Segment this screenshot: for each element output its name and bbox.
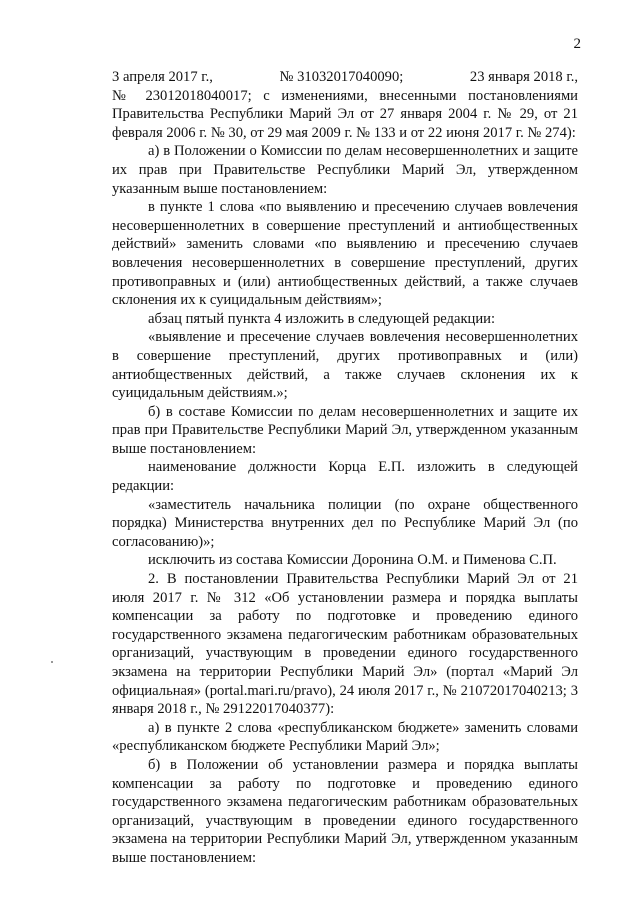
paragraph-4: абзац пятый пункта 4 изложить в следующей редакции: [148,310,496,327]
paragraph-10: 2. В постановлении Правительства Республики Марий Эл от 21 июля 2017 г. № 312 «Об установлении размера и порядка выплаты компенсации за работу по подготовке и проведению единого государственного экзамена педагогическим работникам образовательных организаций, участвующим в проведении единого государственного экзамена на территории Республики Марий Эл» (портал «Марий Эл официальная» (portal.mari.ru/pravo), 24 июля 2017 г., № 21072017040213; 3 января 2018 г., № 29122017040377): [112,571,578,718]
paragraph-9: исключить из состава Комиссии Доронина О.М. и Пименова С.П. [148,552,557,569]
paragraph-12: б) в Положении об установлении размера и порядка выплаты компенсации за работу по подготовке и проведению единого государственного экзамена педагогическим работникам образовательных организаций, участвующим в проведении единого государственного экзамена на территории Республики Марий Эл, утвержденном указанным выше постановлением: [112,756,578,866]
publication-number: № 31032017040090; [279,69,404,85]
paragraph-6: б) в составе Комиссии по делам несовершеннолетних и защите их прав при Правительстве Республики Марий Эл, утвержденном указанным выше постановлением: [112,403,578,457]
paragraph-2: а) в Положении о Комиссии по делам несовершеннолетних и защите их прав при Правительстве Республики Марий Эл, утвержденном указанным выше постановлением: [112,143,578,197]
publication-date-2: 23 января 2018 г., [469,69,578,85]
paragraph-3: в пункте 1 слова «по выявлению и пресечению случаев вовлечения несовершеннолетних в совершение преступлений и антиобщественных действий» заменить словами «по выявлению и пресечению случаев вовлечения несовершеннолетних в совершение преступлений, других противоправных и (или) антиобщественных действий, а также случаев склонения их к суицидальным действиям»; [112,199,578,309]
page-number: 2 [573,36,581,52]
first-line [112,68,578,87]
paragraph-8: «заместитель начальника полиции (по охране общественного порядка) Министерства внутренних дел по Республике Марий Эл (по согласованию)»; [112,496,578,550]
paragraph-11: а) в пункте 2 слова «республиканском бюджете» заменить словами «республиканском бюджете Республики Марий Эл»; [112,719,578,755]
paragraph-5: «выявление и пресечение случаев вовлечения несовершеннолетних в совершение преступлений, других противоправных и (или) антиобщественных действий, а также случаев склонения их к суицидальным действиям.»; [112,329,578,402]
scan-speck [51,661,53,663]
document-body [112,68,578,868]
publication-date: 3 апреля 2017 г., [112,69,213,85]
paragraph-1: № 23012018040017; с изменениями, внесенными постановлениями Правительства Республики Марий Эл от 27 января 2004 г. № 29, от 21 февраля 2006 г. № 30, от 29 мая 2009 г. № 133 и от 22 июня 2017 г. № 274): [112,87,578,141]
paragraph-7: наименование должности Корца Е.П. изложить в следующей редакции: [112,459,578,495]
